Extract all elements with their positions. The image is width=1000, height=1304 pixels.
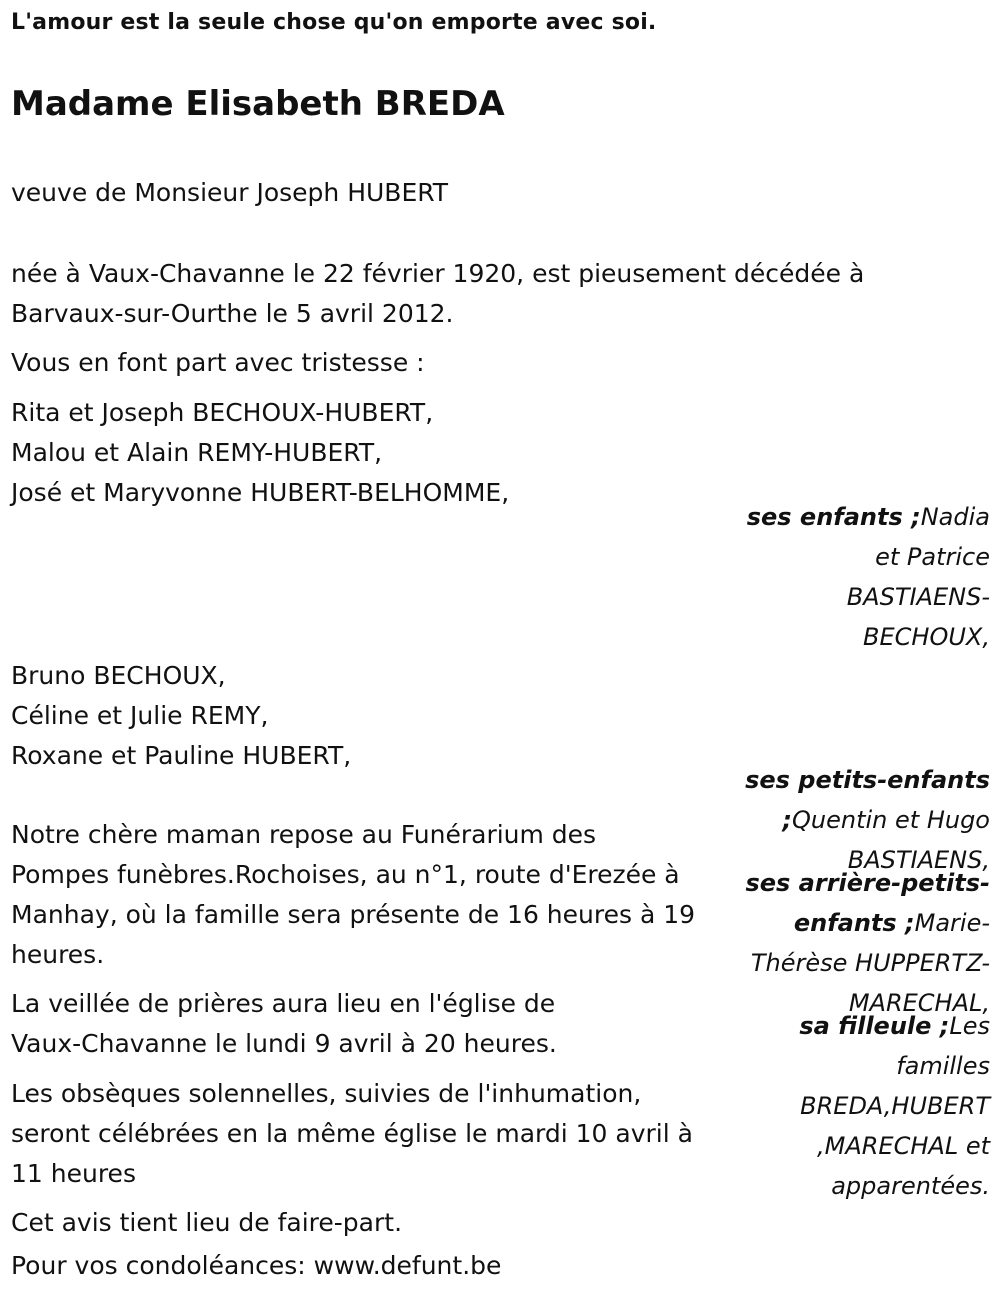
announce: Vous en font part avec tristesse : bbox=[11, 348, 425, 377]
service-line: 11 heures bbox=[11, 1159, 136, 1188]
goddaughter-side-line: BREDA,HUBERT bbox=[800, 1092, 990, 1120]
grandchildren-role-prefix: ; bbox=[782, 806, 793, 834]
grandchildren-role-label: ses petits-enfants bbox=[745, 766, 990, 794]
funeral-rest-line: Manhay, où la famille sera présente de 16 heures à 19 bbox=[11, 900, 696, 929]
motto: L'amour est la seule chose qu'on emporte avec soi. bbox=[11, 10, 657, 35]
funeral-rest-line: Pompes funèbres.Rochoises, au n°1, route d'Erezée à bbox=[11, 860, 680, 889]
goddaughter-follow: Les bbox=[949, 1012, 990, 1040]
funeral-rest-line: heures. bbox=[11, 940, 105, 969]
grandchildren-role-follow: Quentin et Hugo bbox=[792, 806, 990, 834]
vigil-line: Vaux-Chavanne le lundi 9 avril à 20 heures. bbox=[11, 1029, 557, 1058]
widow-of: veuve de Monsieur Joseph HUBERT bbox=[11, 178, 449, 207]
children-side-line: BECHOUX, bbox=[863, 623, 990, 651]
children-line: Malou et Alain REMY-HUBERT, bbox=[11, 438, 383, 467]
grandchildren-side-line: BASTIAENS, bbox=[847, 846, 990, 874]
service-line: Les obsèques solennelles, suivies de l'inhumation, bbox=[11, 1079, 642, 1108]
notice: Cet avis tient lieu de faire-part. bbox=[11, 1208, 403, 1237]
funeral-rest-line: Notre chère maman repose au Funérarium des bbox=[11, 820, 597, 849]
children-side-line: BASTIAENS- bbox=[846, 583, 990, 611]
grandchildren-role bbox=[745, 760, 990, 800]
goddaughter-side-line: familles bbox=[896, 1052, 990, 1080]
children-role-label: ses enfants ; bbox=[746, 503, 921, 531]
great-grandchildren-side-line: MARECHAL, bbox=[848, 989, 990, 1017]
great-grandchildren-follow: Marie- bbox=[914, 909, 990, 937]
great-grandchildren-side-line: Thérèse HUPPERTZ- bbox=[750, 949, 990, 977]
grandchildren-line: Bruno BECHOUX, bbox=[11, 661, 226, 690]
deceased-name: Madame Elisabeth BREDA bbox=[11, 84, 505, 124]
children-side-line: et Patrice bbox=[875, 543, 990, 571]
children-line: Rita et Joseph BECHOUX-HUBERT, bbox=[11, 398, 434, 427]
great-grandchildren-role-label-2: enfants ; bbox=[793, 909, 915, 937]
goddaughter-role-label: sa filleule ; bbox=[799, 1012, 950, 1040]
condolences-link[interactable]: Pour vos condoléances: www.defunt.be bbox=[11, 1251, 502, 1280]
children-line: José et Maryvonne HUBERT-BELHOMME, bbox=[11, 478, 510, 507]
children-role-follow: Nadia bbox=[920, 503, 990, 531]
birth-death-line-2: Barvaux-sur-Ourthe le 5 avril 2012. bbox=[11, 299, 454, 328]
birth-death-line-1: née à Vaux-Chavanne le 22 février 1920, est pieusement décédée à bbox=[11, 259, 865, 288]
great-grandchildren-role-label: ses arrière-petits- bbox=[745, 869, 990, 897]
children-role bbox=[747, 497, 990, 537]
grandchildren-line: Céline et Julie REMY, bbox=[11, 701, 269, 730]
grandchildren-line: Roxane et Pauline HUBERT, bbox=[11, 741, 352, 770]
vigil-line: La veillée de prières aura lieu en l'église de bbox=[11, 989, 556, 1018]
goddaughter-side-line: apparentées. bbox=[831, 1172, 990, 1200]
grandchildren-role-line-2 bbox=[782, 800, 990, 840]
goddaughter-role bbox=[799, 1006, 990, 1046]
goddaughter-side-line: ,MARECHAL et bbox=[817, 1132, 990, 1160]
great-grandchildren-role bbox=[745, 863, 990, 903]
great-grandchildren-role-line-2 bbox=[794, 903, 990, 943]
service-line: seront célébrées en la même église le mardi 10 avril à bbox=[11, 1119, 693, 1148]
